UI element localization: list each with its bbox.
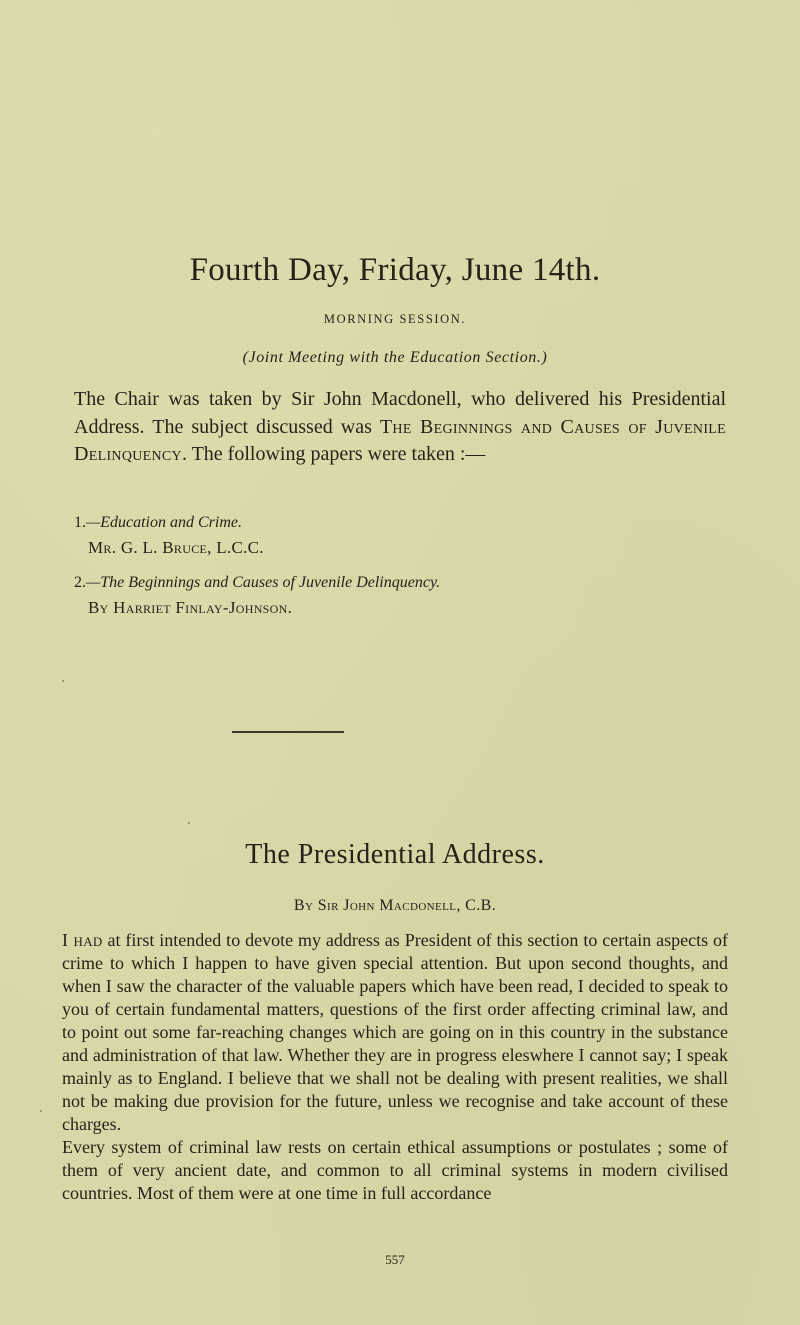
paper-item (74, 512, 726, 560)
paper-title (74, 512, 726, 534)
paper-title (74, 572, 726, 594)
address-body (62, 929, 728, 1205)
discussion-subject: The Beginnings and Causes of Juvenile Delinquency (74, 415, 726, 465)
section-divider (232, 731, 344, 733)
paper-speck (62, 680, 64, 682)
body-paragraph (62, 929, 728, 1136)
page-number: 557 (385, 1252, 405, 1267)
session-heading: MORNING SESSION. (323, 312, 467, 326)
paragraph-text: at first intended to devote my address as President of this section to certain aspects of crime to which I happen to have given special attention. But upon second thoughts, and when I saw the character of the valuable papers which have been read, I decided to speak to you of certain fundamental matters, questions of the first order affecting criminal law, and to point out some far-reaching changes which are going on in this country in the substance and administration of that law. Whether they are in progress eleswhere I cannot say; I speak mainly as to England. I believe that we shall not be dealing with present realities, we shall not be making due provision for the future, unless we recognise and take account of these charges. (62, 930, 728, 1134)
paper-title-text: —The Beginnings and Causes of Juvenile Delinquency. (86, 574, 441, 591)
paper-author: Mr. G. L. Bruce, L.C.C. (88, 538, 264, 557)
address-byline: By Sir John Macdonell, C.B. (293, 897, 497, 914)
body-paragraph: Every system of criminal law rests on certain ethical assumptions or postulates ; some of them of very ancient date, and common to all criminal systems in modern civilised countries. Most of them were at one time in full accordance (62, 1137, 728, 1203)
paper-title-text: —Education and Crime. (86, 514, 242, 531)
paper-number: 2. (74, 574, 86, 591)
paper-item (74, 572, 726, 620)
papers-list (74, 512, 726, 620)
intro-text-end: . The following papers were taken :— (181, 443, 486, 465)
opening-words: I had (62, 930, 103, 950)
paper-number: 1. (74, 514, 86, 531)
paper-author: By Harriet Finlay-Johnson. (88, 598, 293, 617)
paper-speck (40, 1110, 42, 1112)
intro-text-start: The Chair was taken by Sir John Macdonell, who delivered his Presidential Address. The subject discussed was (74, 388, 726, 438)
intro-paragraph (74, 386, 726, 469)
address-title: The Presidential Address. (245, 839, 545, 870)
paper-speck (188, 822, 190, 824)
joint-meeting-note: (Joint Meeting with the Education Section.) (242, 349, 548, 366)
day-heading: Fourth Day, Friday, June 14th. (189, 252, 601, 288)
book-page (62, 0, 728, 1325)
